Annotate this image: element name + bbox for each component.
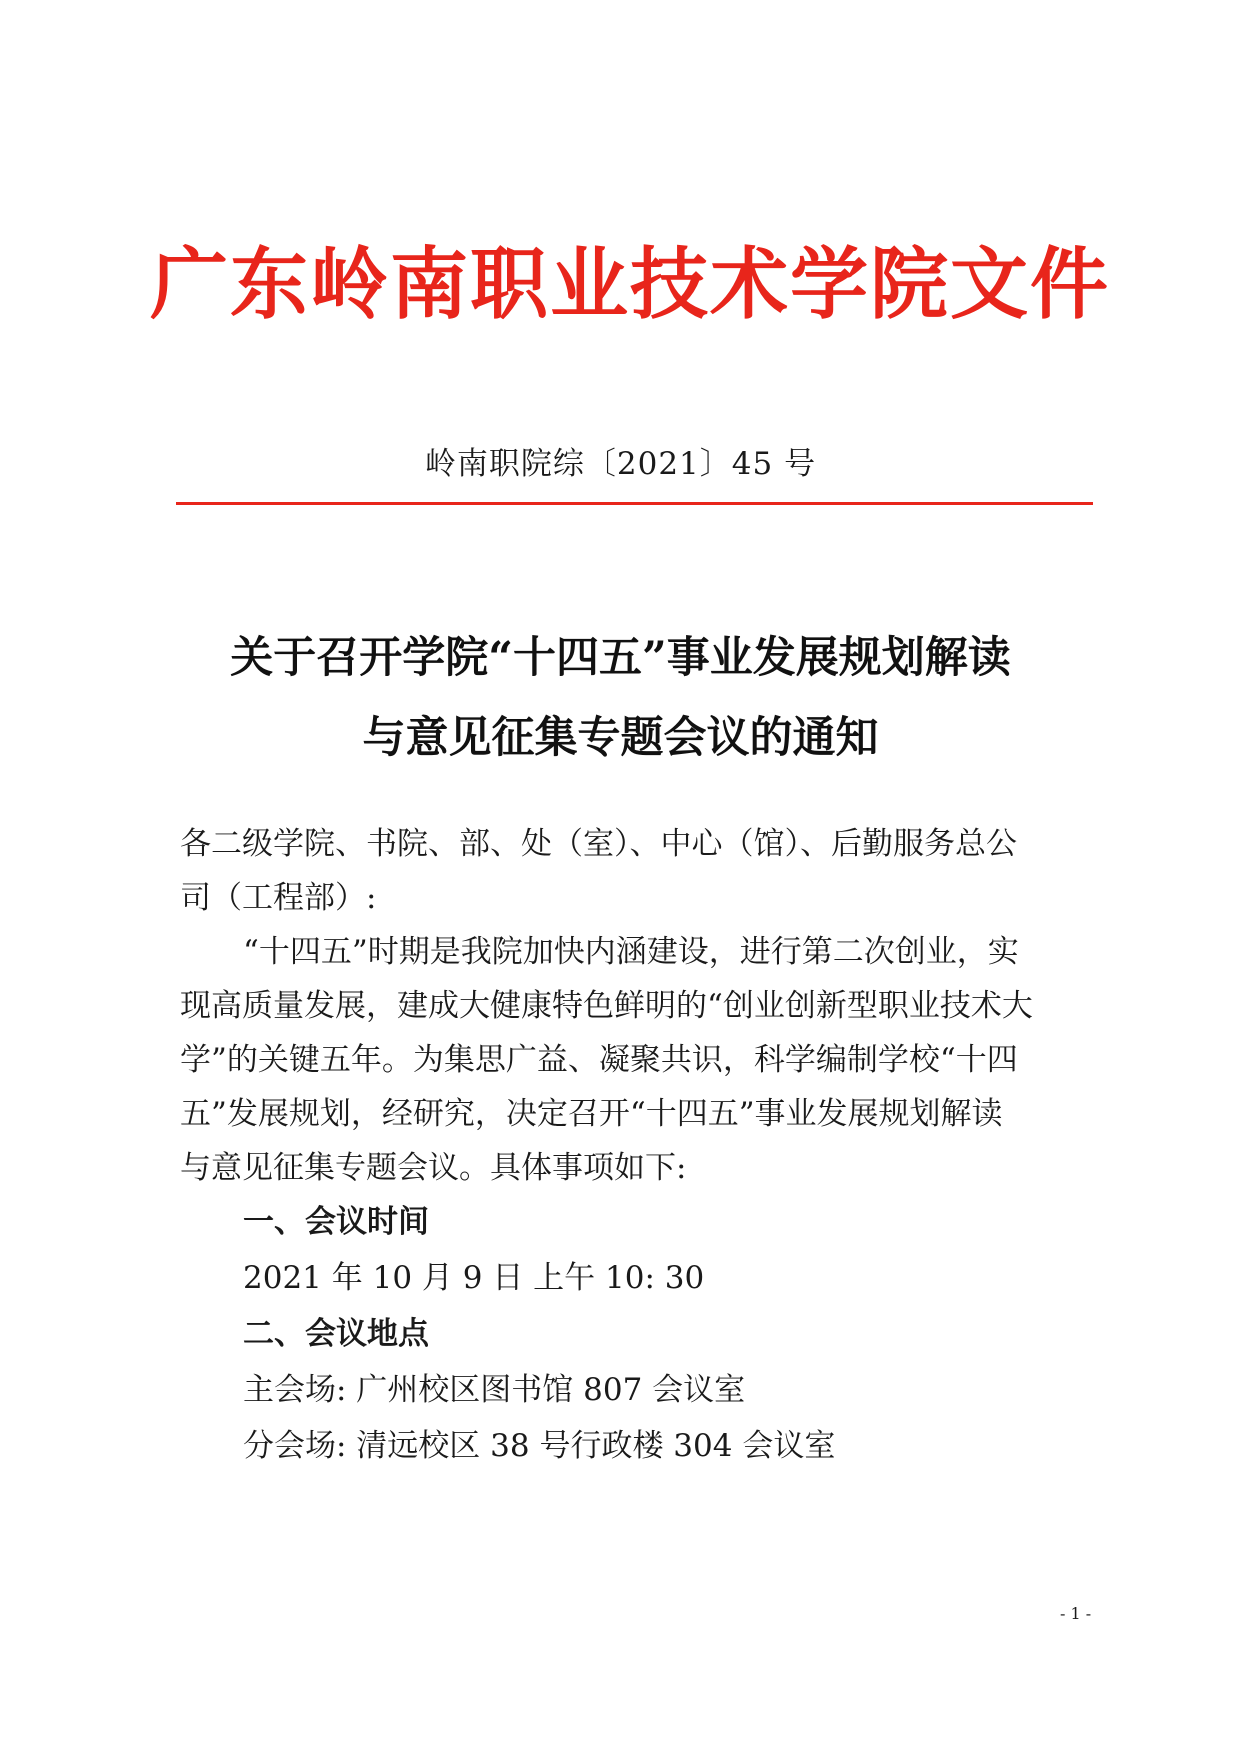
page-number: - 1 - xyxy=(1060,1604,1092,1623)
red-divider-line xyxy=(176,502,1093,505)
document-number: 岭南职院综〔2021〕45 号 xyxy=(424,446,817,482)
intro-line: 五”发展规划，经研究，决定召开“十四五”事业发展规划解读 xyxy=(180,1096,1003,1132)
intro-line: “十四五”时期是我院加快内涵建设，进行第二次创业，实 xyxy=(243,934,1019,970)
intro-line: 学”的关键五年。为集思广益、凝聚共识，科学编制学校“十四 xyxy=(180,1042,1018,1078)
section-heading-meeting-time: 一、会议时间 xyxy=(243,1204,429,1240)
addressee-line-1: 各二级学院、书院、部、处（室）、中心（馆）、后勤服务总公 xyxy=(180,826,1017,862)
intro-line: 与意见征集专题会议。具体事项如下: xyxy=(180,1150,687,1186)
issuer-header-title: 广东岭南职业技术学院文件 xyxy=(150,239,1111,330)
notice-title-line-2: 与意见征集专题会议的通知 xyxy=(362,713,879,763)
intro-line: 现高质量发展，建成大健康特色鲜明的“创业创新型职业技术大 xyxy=(180,988,1033,1024)
addressee-line-2: 司（工程部）: xyxy=(180,880,377,916)
section-heading-meeting-venue: 二、会议地点 xyxy=(243,1316,429,1352)
notice-title-line-1: 关于召开学院“十四五”事业发展规划解读 xyxy=(230,633,1011,683)
main-venue-text: 主会场: 广州校区图书馆 807 会议室 xyxy=(243,1372,746,1408)
meeting-time-text: 2021 年 10 月 9 日 上午 10: 30 xyxy=(243,1260,705,1296)
branch-venue-text: 分会场: 清远校区 38 号行政楼 304 会议室 xyxy=(243,1428,836,1464)
